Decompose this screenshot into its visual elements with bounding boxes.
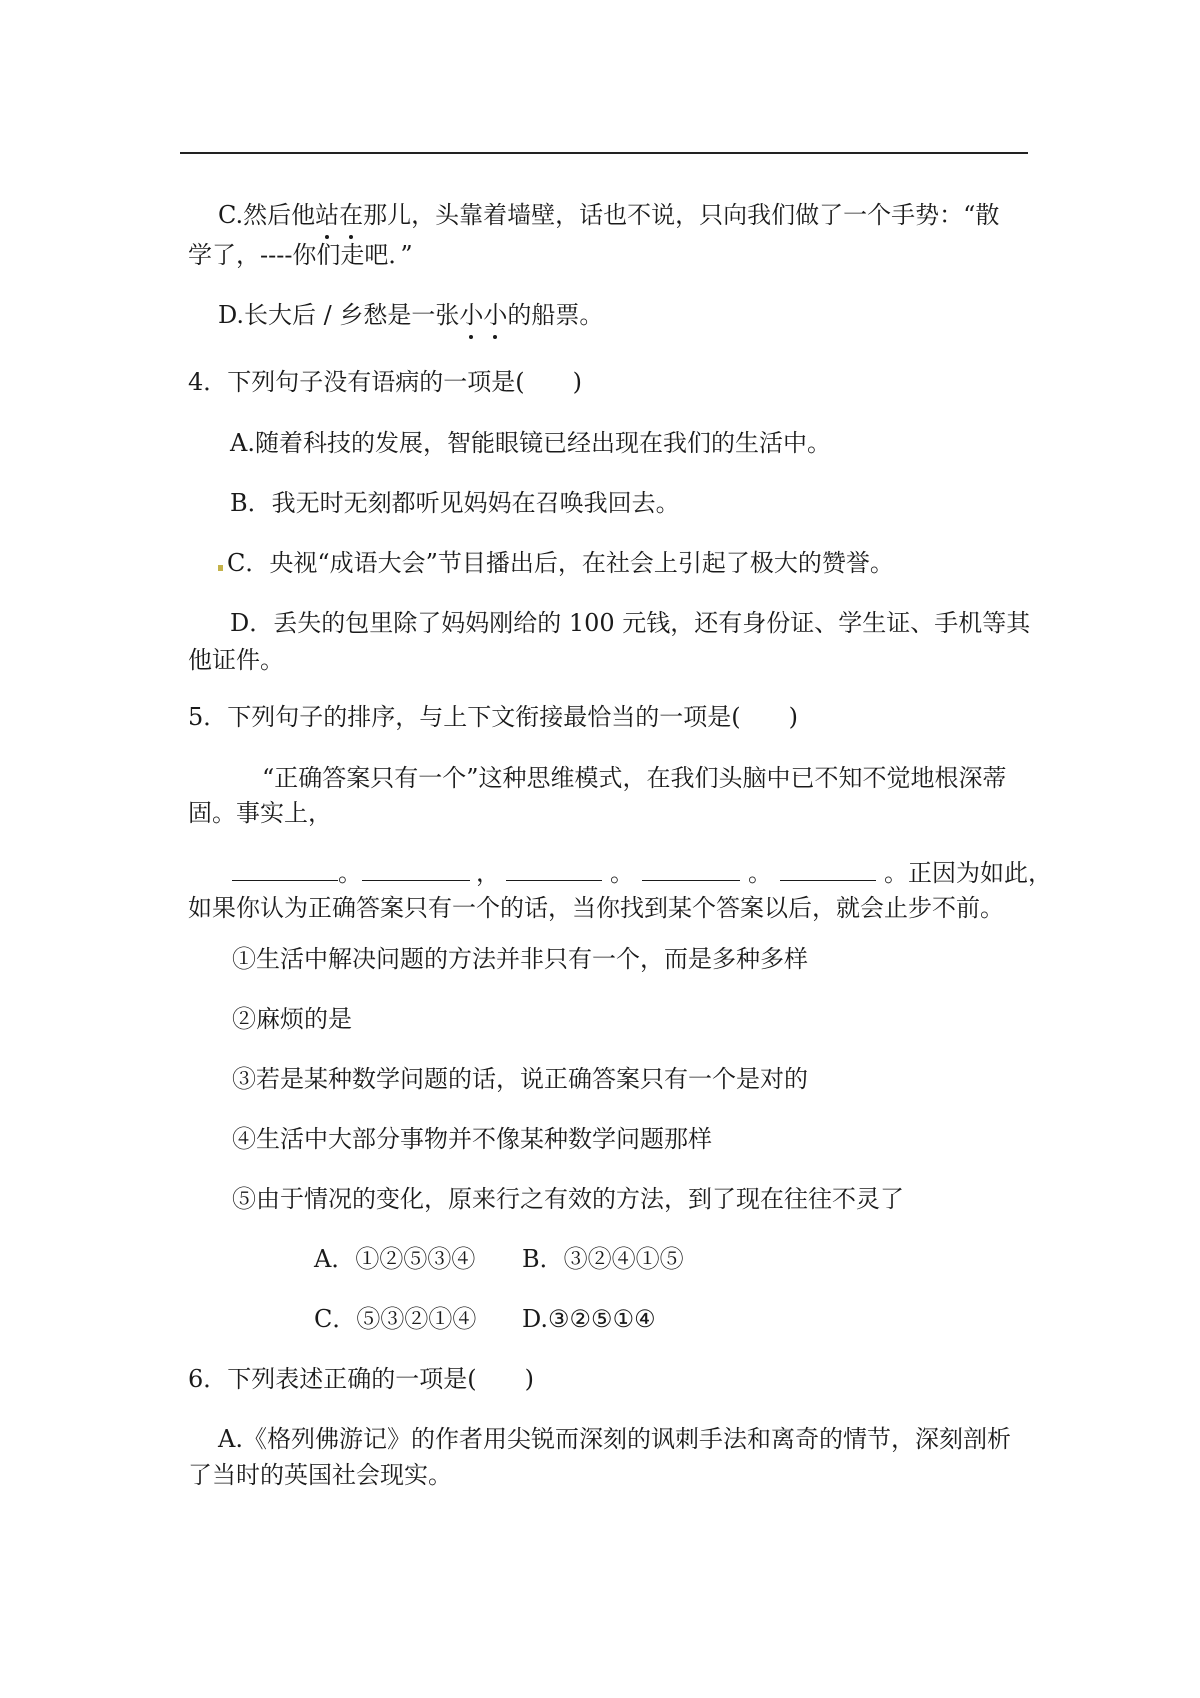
q3-option-c-text-b: 那儿，头靠着墙壁，话也不说，只向我们做了一个手势：“散: [363, 201, 1000, 229]
answer-blank-4[interactable]: [642, 858, 740, 881]
q4-option-a: A.随着科技的发展，智能眼镜已经出现在我们的生活中。: [230, 429, 831, 457]
emphasis-char: 小: [459, 301, 484, 329]
answer-blank-3[interactable]: [506, 858, 602, 881]
q4-option-d-line1: D．丢失的包里除了妈妈刚给的 100 元钱，还有身份证、学生证、手机等其: [230, 609, 1031, 637]
blank-separator: ，: [476, 859, 500, 887]
q4-option-d-line2: 他证件。: [188, 646, 284, 674]
blank-separator: 。: [338, 859, 362, 887]
blank-separator: 。: [610, 859, 634, 887]
q5-item-4: ④生活中大部分事物并不像某种数学问题那样: [232, 1125, 712, 1153]
q4-stem: 4．下列句子没有语病的一项是( ): [188, 368, 582, 396]
q6-option-a-line2: 了当时的英国社会现实。: [188, 1461, 452, 1489]
q5-option-c: C．⑤③②①④: [314, 1305, 477, 1333]
q5-item-3: ③若是某种数学问题的话，说正确答案只有一个是对的: [232, 1065, 808, 1093]
q6-option-a-line1: A.《格列佛游记》的作者用尖锐而深刻的讽刺手法和离奇的情节，深刻剖析: [218, 1425, 1011, 1453]
q3-option-d-text-b: 的船票。: [507, 301, 604, 329]
q5-option-d: D.③②⑤①④: [522, 1305, 656, 1333]
q3-option-d-text-a: D.长大后 / 乡愁是一张: [218, 301, 460, 329]
answer-blank-1[interactable]: [232, 858, 338, 881]
q5-item-5: ⑤由于情况的变化，原来行之有效的方法，到了现在往往不灵了: [232, 1185, 904, 1213]
q3-option-c-line1: [218, 200, 999, 230]
q4-option-b: B．我无时无刻都听见妈妈在召唤我回去。: [230, 489, 680, 517]
highlight-mark: [218, 565, 223, 571]
q5-item-2: ②麻烦的是: [232, 1005, 352, 1033]
q5-stem: 5．下列句子的排序，与上下文衔接最恰当的一项是( ): [188, 703, 798, 731]
q3-option-d: [218, 300, 603, 330]
q5-passage-tail: 。正因为如此，: [884, 859, 1052, 887]
answer-blank-2[interactable]: [362, 858, 470, 881]
q5-passage-line1: “正确答案只有一个”这种思维模式，在我们头脑中已不知不觉地根深蒂: [262, 764, 1007, 792]
blank-separator: 。: [748, 859, 772, 887]
emphasis-char: 在: [339, 201, 364, 229]
emphasis-char: 小: [483, 301, 508, 329]
q6-stem: 6．下列表述正确的一项是( ): [188, 1365, 534, 1393]
header-rule: [180, 152, 1028, 154]
q5-option-b: B．③②④①⑤: [522, 1245, 684, 1273]
q5-passage-line2: 固。事实上，: [188, 799, 332, 827]
q3-option-c-text-a: C.然后他: [218, 201, 316, 229]
q3-option-c-line2: 学了，----你们走吧．”: [188, 241, 413, 269]
answer-blank-5[interactable]: [780, 858, 876, 881]
q5-passage-line4: 如果你认为正确答案只有一个的话，当你找到某个答案以后，就会止步不前。: [188, 894, 1004, 922]
q5-option-a: A．①②⑤③④: [314, 1245, 476, 1273]
q4-option-c-row: [218, 548, 894, 578]
q5-item-1: ①生活中解决问题的方法并非只有一个，而是多种多样: [232, 945, 808, 973]
q4-option-c: C．央视“成语大会”节目播出后，在社会上引起了极大的赞誉。: [227, 549, 894, 577]
emphasis-char: 站: [315, 201, 340, 229]
q5-blanks-row: [232, 858, 1052, 888]
